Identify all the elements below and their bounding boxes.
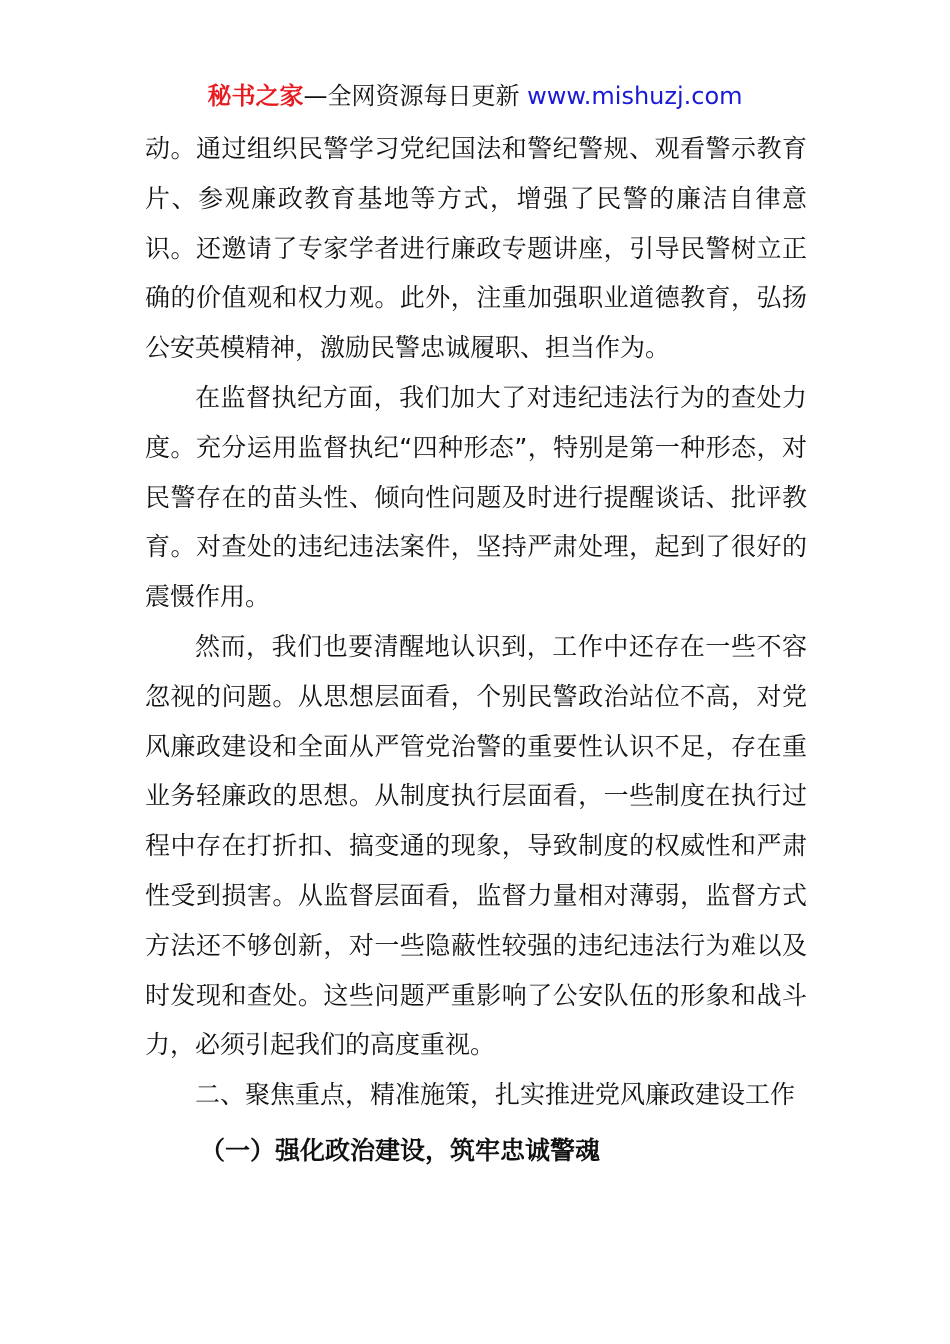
brand-name: 秘书之家 [207,82,304,110]
site-watermark-header [0,80,950,112]
site-url: www.mishuzj.com [527,82,743,110]
document-body [145,124,807,1176]
paragraph-supervision: 在监督执纪方面，我们加大了对违纪违法行为的查处力度。充分运用监督执纪“四种形态”，特别是第一种形态，对民警存在的苗头性、倾向性问题及时进行提醒谈话、批评教育。对查处的违纪违法案件，坚持严肃处理，起到了很好的震慑作用。 [145,382,807,612]
section-heading: 二、聚焦重点，精准施策，扎实推进党风廉政建设工作 [195,1080,796,1110]
paragraph-problems: 然而，我们也要清醒地认识到，工作中还存在一些不容忽视的问题。从思想层面看，个别民警政治站位不高，对党风廉政建设和全面从严管党治警的重要性认识不足，存在重业务轻廉政的思想。从制度执行层面看，一些制度在执行过程中存在打折扣、搞变通的现象，导致制度的权威性和严肃性受到损害。从监督层面看，监督力量相对薄弱，监督方式方法还不够创新，对一些隐蔽性较强的违纪违法行为难以及时发现和查处。这些问题严重影响了公安队伍的形象和战斗力，必须引起我们的高度重视。 [145,631,807,1060]
paragraph-continuation: 动。通过组织民警学习党纪国法和警纪警规、观看警示教育片、参观廉政教育基地等方式，增强了民警的廉洁自律意识。还邀请了专家学者进行廉政专题讲座，引导民警树立正确的价值观和权力观。此外，注重加强职业道德教育，弘扬公安英模精神，激励民警忠诚履职、担当作为。 [145,134,807,363]
header-tagline: —全网资源每日更新 [303,82,528,110]
sub-heading: （一）强化政治建设，筑牢忠诚警魂 [200,1135,601,1165]
